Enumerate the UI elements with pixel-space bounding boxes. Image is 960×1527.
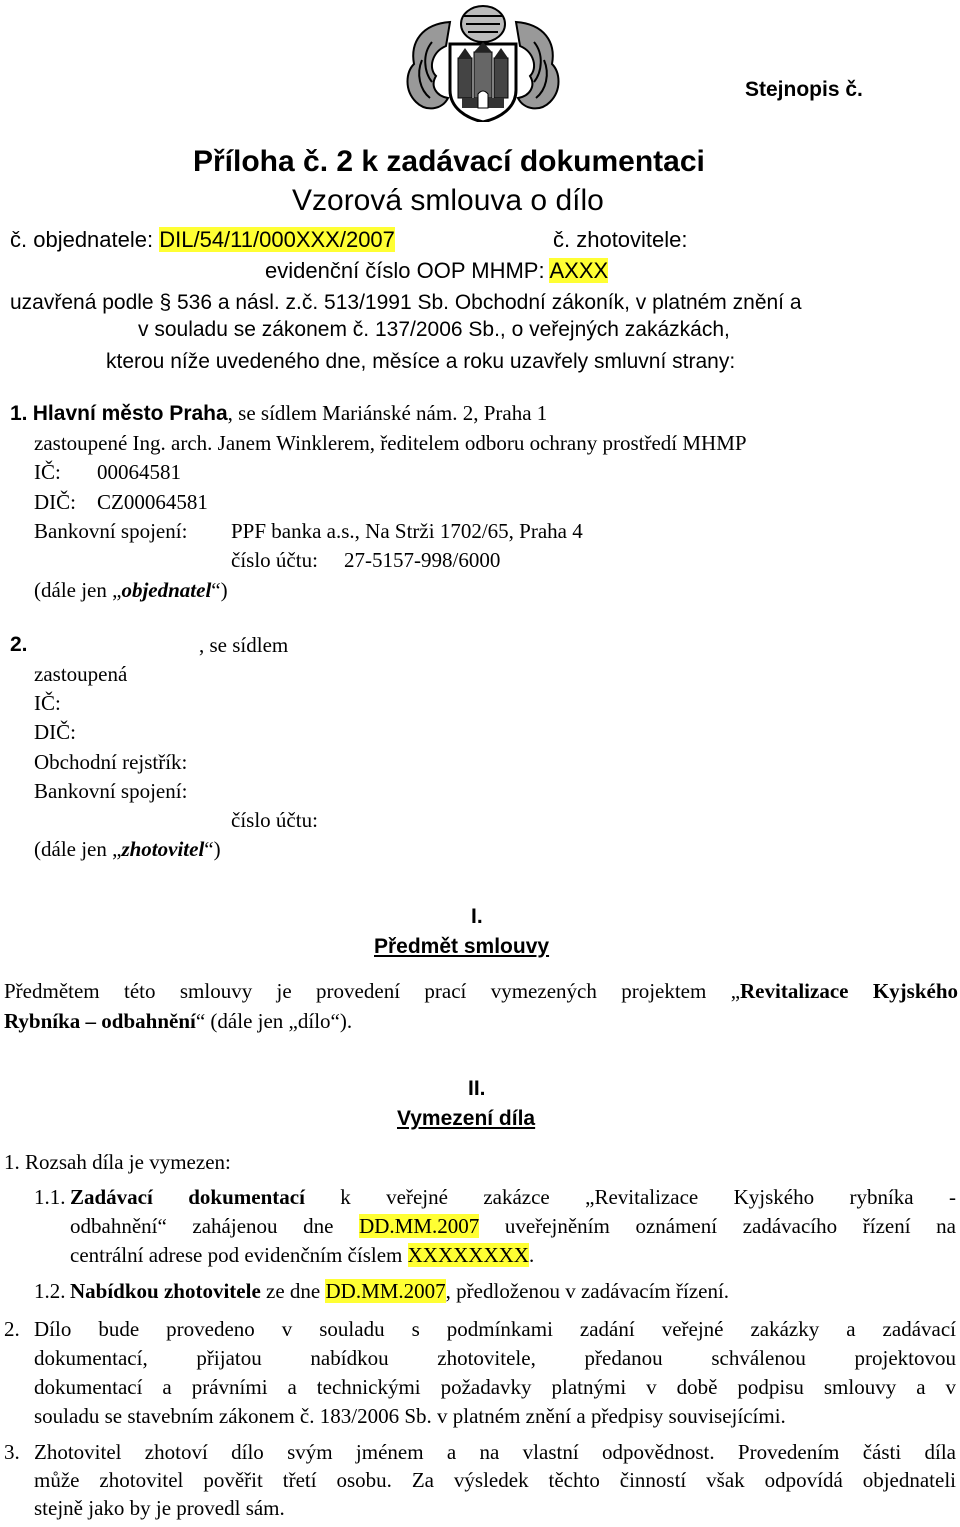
section1-project-name-cont: Rybníka – odbahnění bbox=[4, 1009, 196, 1033]
item-1-2-date: DD.MM.2007 bbox=[325, 1279, 446, 1303]
item-2-line4: souladu se stavebním zákonem č. 183/2006 Sb. v platném znění a předpisy souvisejícími. bbox=[34, 1404, 786, 1428]
client-number-label: č. objednatele: bbox=[10, 227, 160, 252]
item-2-line3: dokumentací a právními a technickými požadavky platnými v době podpisu smlouvy a v bbox=[34, 1375, 956, 1399]
item-3-para bbox=[34, 1440, 956, 1524]
item-1-1-text3: uveřejněním oznámení zadávacího řízení na bbox=[479, 1214, 956, 1238]
party1-alias-name: objednatel bbox=[121, 578, 212, 602]
item-2-line1: Dílo bude provedeno v souladu s podmínkami zadání veřejné zakázky a zadávací bbox=[34, 1317, 956, 1341]
item-3-line3: stejně jako by je provedl sám. bbox=[34, 1496, 285, 1520]
law-line-2: v souladu se zákonem č. 137/2006 Sb., o veřejných zakázkách, bbox=[138, 318, 730, 341]
document-title: Příloha č. 2 k zadávací dokumentaci bbox=[193, 145, 705, 178]
party1-representative: zastoupené Ing. arch. Janem Winklerem, ředitelem odboru ochrany prostředí MHMP bbox=[34, 431, 747, 455]
section1-para-line1 bbox=[4, 979, 958, 1004]
item-1-1-bold: Zadávací dokumentací bbox=[70, 1185, 305, 1209]
item-1-1-text: k veřejné zakázce „Revitalizace Kyjského rybníka - bbox=[304, 1185, 956, 1209]
section1-project-name: Revitalizace Kyjského bbox=[740, 979, 958, 1003]
section1-title: Předmět smlouvy bbox=[374, 935, 550, 958]
registration-label: evidenční číslo OOP MHMP: bbox=[265, 258, 550, 283]
law-line-1: uzavřená podle § 536 a násl. z.č. 513/1991 Sb. Obchodní zákoník, v platném znění a bbox=[10, 291, 802, 314]
party2-alias-prefix: (dále jen „ bbox=[34, 837, 122, 861]
item-3-line2: může zhotovitel pověřit třetí osobu. Za výsledek těchto činností však odpovídá objednateli bbox=[34, 1468, 956, 1492]
party1-alias-prefix: (dále jen „ bbox=[34, 578, 122, 602]
item-1-2-text2: , předloženou v zadávacím řízení. bbox=[445, 1279, 730, 1303]
item-1-1-number: 1.1. bbox=[34, 1185, 66, 1209]
item-2-line2: dokumentací, přijatou nabídkou zhotovitele, předanou schválenou projektovou bbox=[34, 1346, 956, 1370]
contract-number-line bbox=[10, 227, 395, 253]
section1-alias: “ (dále jen „dílo“). bbox=[195, 1009, 353, 1033]
item-1-1-line3 bbox=[70, 1243, 534, 1268]
section1-number: I. bbox=[471, 905, 483, 928]
party1-alias-suffix: “) bbox=[211, 578, 228, 602]
contractor-number-label: č. zhotovitele: bbox=[553, 227, 688, 252]
party2-ic-label: IČ: bbox=[34, 691, 61, 715]
item-1-1-line1 bbox=[70, 1185, 956, 1210]
stejnopis-label: Stejnopis č. bbox=[745, 78, 863, 101]
party2-register-label: Obchodní rejstřík: bbox=[34, 750, 188, 774]
party1-name: Hlavní město Praha bbox=[32, 402, 228, 425]
item-3-line1: Zhotovitel zhotoví dílo svým jménem a na vlastní odpovědnost. Provedením části díla bbox=[34, 1440, 956, 1464]
item-3-number: 3. bbox=[4, 1440, 20, 1464]
party1-alias bbox=[34, 578, 228, 603]
item-1-1-text2: odbahnění“ zahájenou dne bbox=[70, 1214, 360, 1238]
registration-line bbox=[265, 258, 608, 284]
item-2-para bbox=[34, 1317, 956, 1433]
section2-number: II. bbox=[468, 1077, 486, 1100]
document-subtitle: Vzorová smlouva o dílo bbox=[292, 184, 604, 217]
section1-para-text: Předmětem této smlouvy je provedení prací vymezených projektem „ bbox=[4, 979, 741, 1003]
party1-ic-value: 00064581 bbox=[97, 460, 181, 484]
item-1-1-date: DD.MM.2007 bbox=[359, 1214, 480, 1238]
client-number-value: DIL/54/11/000XXX/2007 bbox=[159, 227, 395, 252]
item-1-1-period: . bbox=[528, 1243, 535, 1267]
prague-coat-of-arms-icon bbox=[392, 2, 574, 122]
item-1-2-number: 1.2. bbox=[34, 1279, 66, 1303]
section1-para-line2 bbox=[4, 1009, 352, 1034]
party1-bank-label: Bankovní spojení: bbox=[34, 519, 188, 543]
party2-bank-label: Bankovní spojení: bbox=[34, 779, 188, 803]
party2-alias-suffix: “) bbox=[204, 837, 221, 861]
party1-account-label: číslo účtu: bbox=[231, 548, 318, 572]
section2-title: Vymezení díla bbox=[397, 1107, 536, 1130]
party1-number: 1. bbox=[10, 402, 28, 425]
party2-alias-name: zhotovitel bbox=[121, 837, 205, 861]
item-1-2-bold: Nabídkou zhotovitele bbox=[70, 1279, 261, 1303]
party1-seat: , se sídlem Mariánské nám. 2, Praha 1 bbox=[227, 401, 548, 425]
party2-number: 2. bbox=[10, 633, 28, 656]
party1-bank-value: PPF banka a.s., Na Strži 1702/65, Praha 4 bbox=[231, 519, 583, 543]
party1-header bbox=[10, 401, 547, 426]
party1-dic-value: CZ00064581 bbox=[97, 490, 208, 514]
law-line-3: kterou níže uvedeného dne, měsíce a roku uzavřely smluvní strany: bbox=[106, 350, 736, 373]
item-1-1-line2 bbox=[70, 1214, 956, 1239]
registration-value: AXXX bbox=[549, 258, 609, 283]
item-1-2-text: ze dne bbox=[260, 1279, 326, 1303]
section2-item1: 1. Rozsah díla je vymezen: bbox=[4, 1150, 231, 1174]
party2-account-label: číslo účtu: bbox=[231, 808, 318, 832]
item-1-1-evid-number: XXXXXXXX bbox=[407, 1243, 529, 1267]
party2-seat: , se sídlem bbox=[199, 633, 289, 657]
party1-account-value: 27-5157-998/6000 bbox=[344, 548, 501, 572]
party1-dic-label: DIČ: bbox=[34, 490, 76, 514]
party2-dic-label: DIČ: bbox=[34, 720, 76, 744]
party2-representative: zastoupená bbox=[34, 662, 128, 686]
item-1-2-line bbox=[70, 1279, 729, 1304]
item-1-1-text4: centrální adrese pod evidenčním číslem bbox=[70, 1243, 408, 1267]
party1-ic-label: IČ: bbox=[34, 460, 61, 484]
item-2-number: 2. bbox=[4, 1317, 20, 1341]
party2-alias bbox=[34, 837, 221, 862]
